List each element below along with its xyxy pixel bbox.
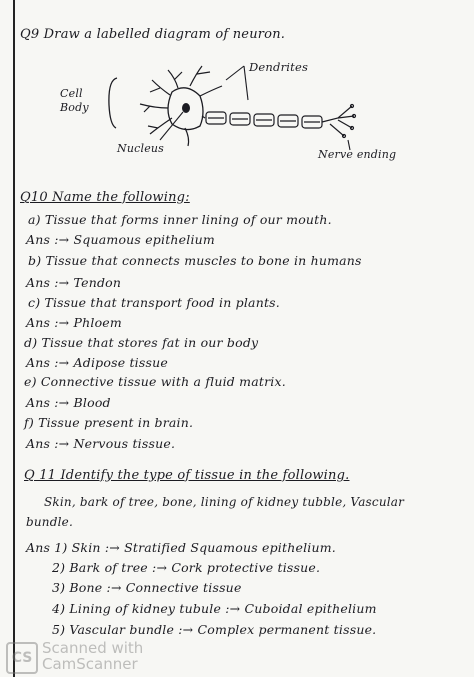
q11-answer-4: 4) Lining of kidney tubule :→ Cuboidal epithelium [52,601,377,616]
q10-title: Q10 Name the following: [20,190,190,205]
q10-question-d: d) Tissue that stores fat in our body [24,335,259,350]
q11-answer-1: Ans 1) Skin :→ Stratified Squamous epithelium. [26,540,336,555]
q10-question-c: c) Tissue that transport food in plants. [28,295,280,310]
q11-answer-5: 5) Vascular bundle :→ Complex permanent tissue. [52,622,377,637]
nucleus-label: Nucleus [117,142,165,155]
q11-answer-3: 3) Bone :→ Connective tissue [52,580,242,595]
nerve-ending-label: Nerve ending [318,148,397,161]
q10-question-b: b) Tissue that connects muscles to bone in humans [28,253,362,268]
q11-title: Q 11 Identify the type of tissue in the following. [24,468,350,483]
q10-answer-e: Ans :→ Blood [26,395,111,410]
q11-answer-2: 2) Bark of tree :→ Cork protective tissue. [52,560,321,575]
camscanner-logo-icon: CS [6,642,38,674]
q10-answer-f: Ans :→ Nervous tissue. [26,436,176,451]
q10-answer-c: Ans :→ Phloem [26,315,122,330]
q9-title: Q9 Draw a labelled diagram of neuron. [20,27,286,42]
watermark-line2: CamScanner [42,655,138,673]
q11-description-line2: bundle. [26,515,73,529]
dendrites-label: Dendrites [249,60,309,74]
q10-question-e: e) Connective tissue with a fluid matrix. [24,374,286,389]
q10-answer-b: Ans :→ Tendon [26,275,122,290]
cell-body-label: Cell Body [60,87,89,114]
q10-question-f: f) Tissue present in brain. [24,415,194,430]
camscanner-watermark [6,640,146,674]
q10-question-a: a) Tissue that forms inner lining of our mouth. [28,212,332,227]
q10-answer-d: Ans :→ Adipose tissue [26,355,168,370]
watermark-text [42,640,143,672]
q11-description-line1: Skin, bark of tree, bone, lining of kidney tubble, Vascular [44,495,405,509]
watermark-line1: Scanned with [42,639,144,657]
nucleus-dot [182,103,190,113]
q10-answer-a: Ans :→ Squamous epithelium [26,232,215,247]
